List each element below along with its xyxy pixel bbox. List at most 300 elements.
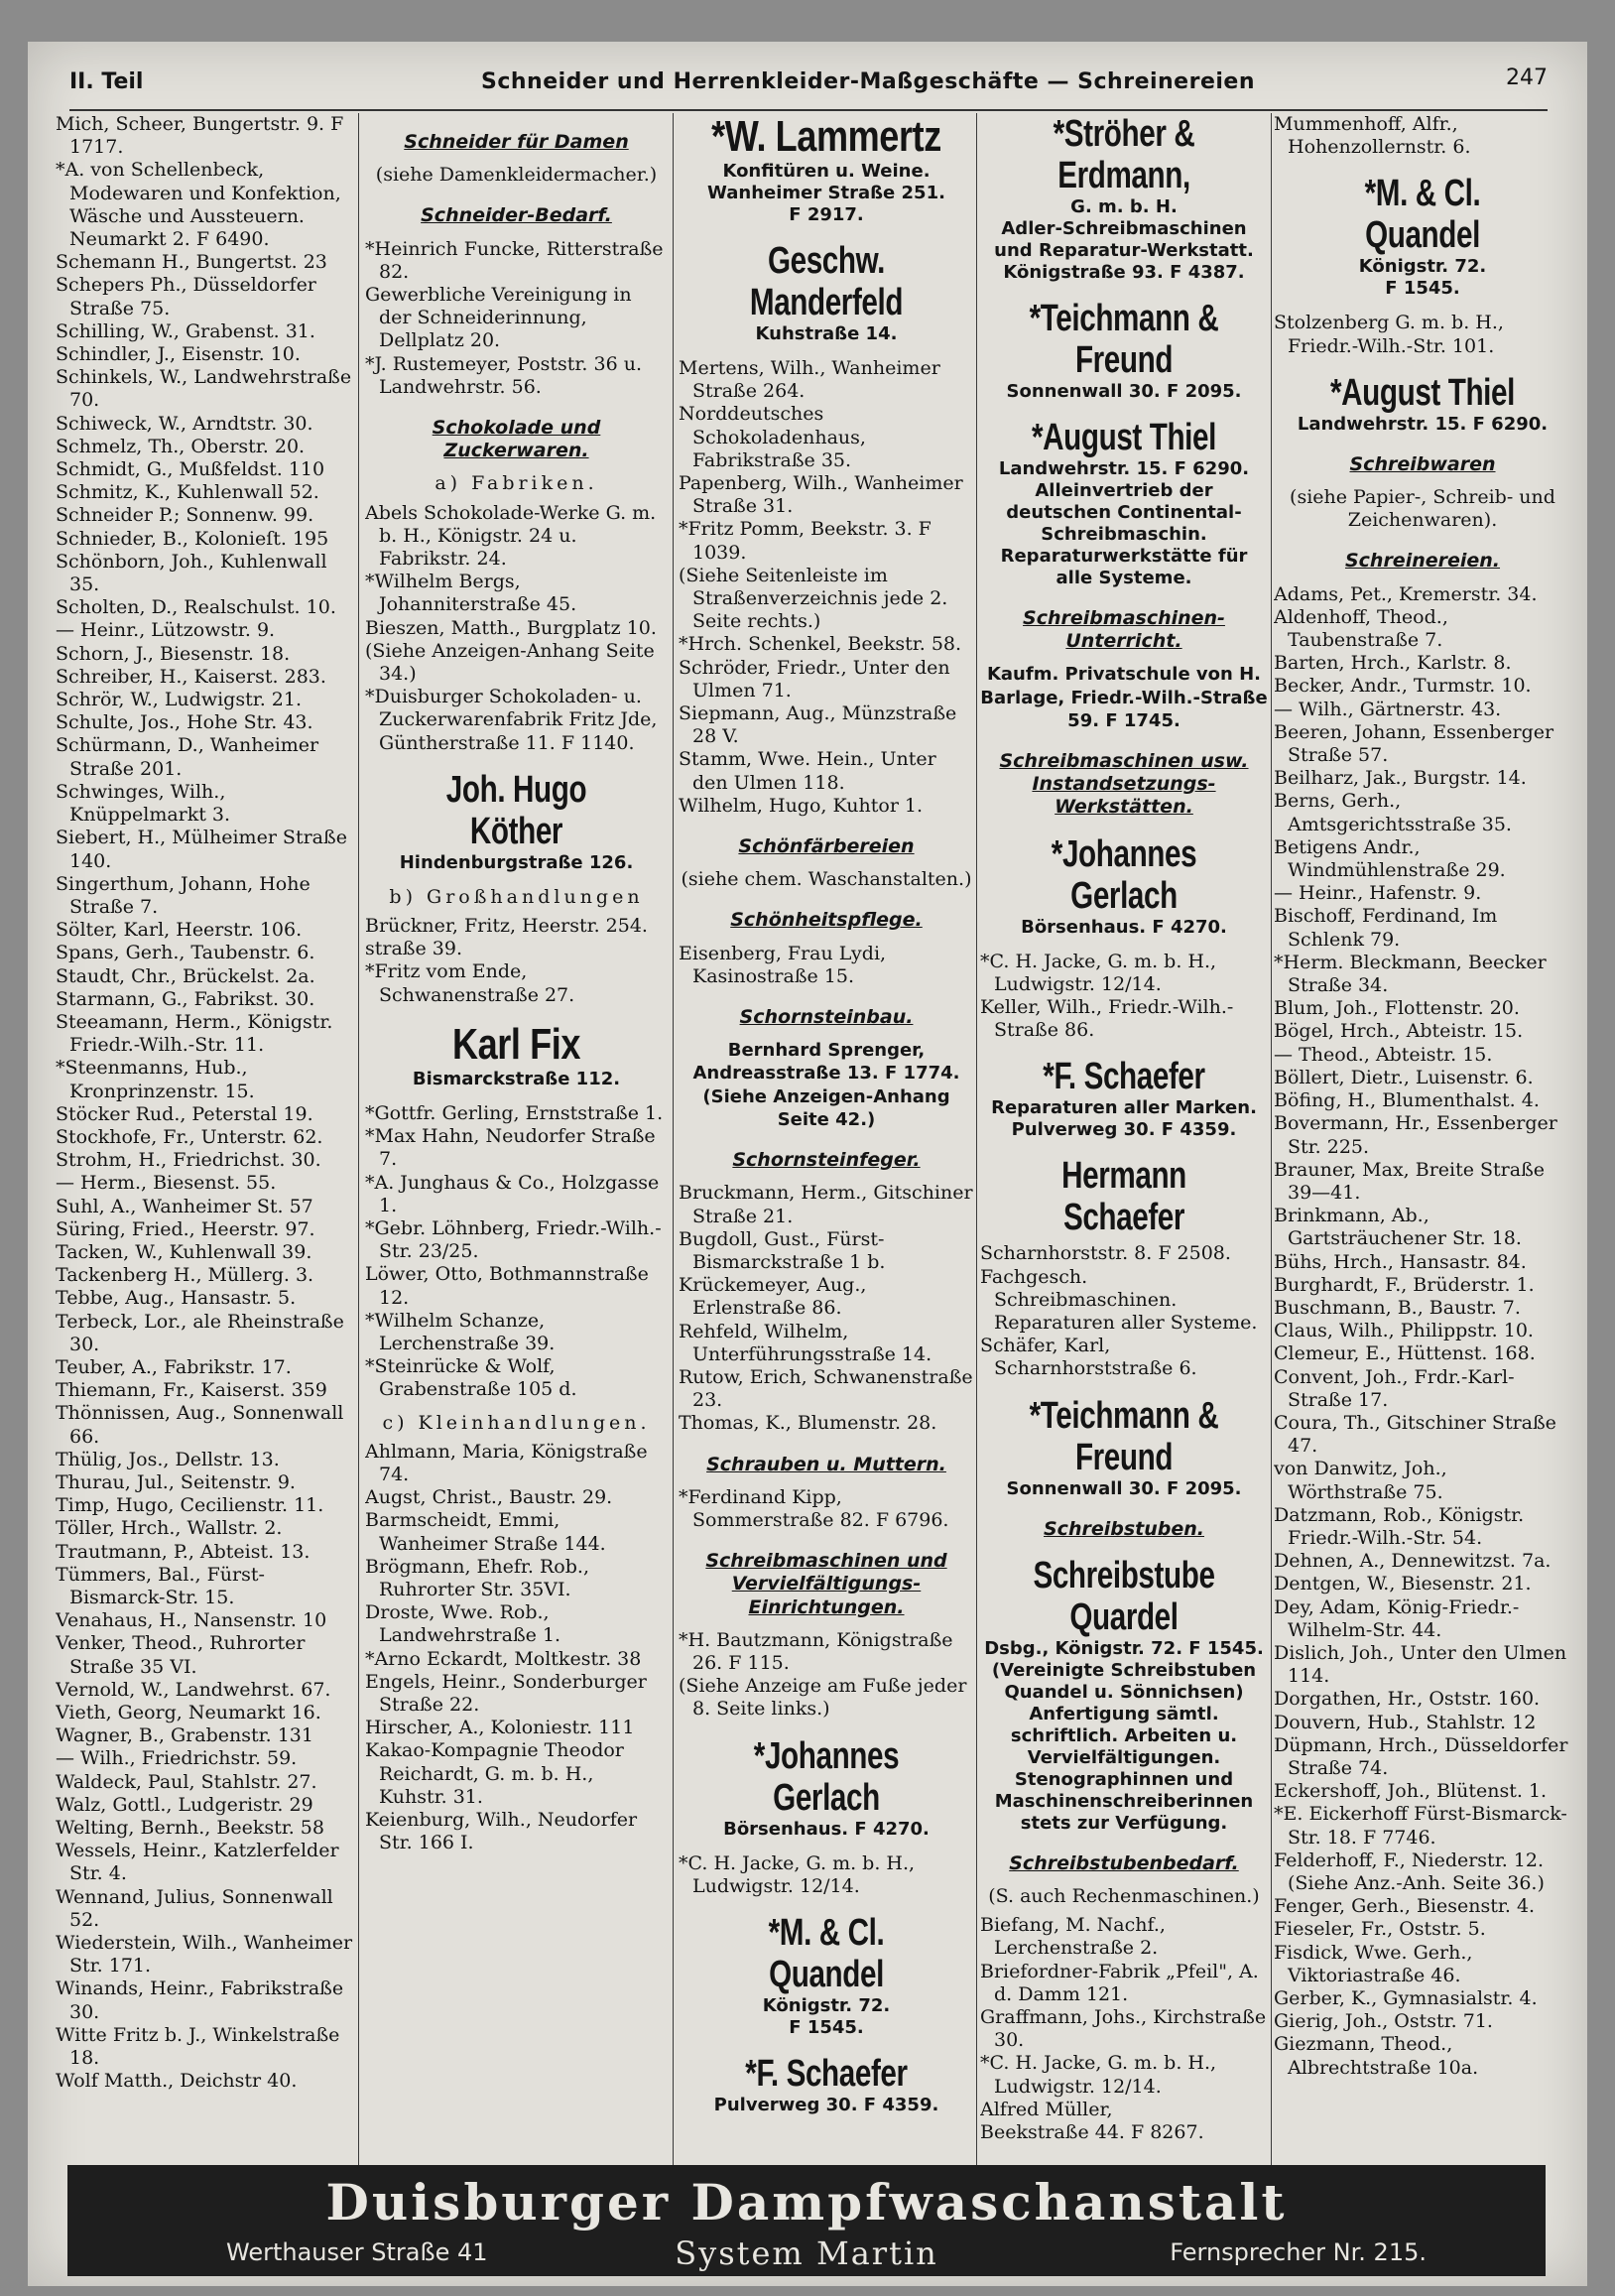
entry-list — [1274, 113, 1571, 159]
directory-entry: Tümmers, Bal., Fürst-Bismarck-Str. 15. — [56, 1563, 265, 1608]
directory-entry: Abels Schokolade-Werke G. m. b. H., Königstr. 24 u. Fabrikstr. 24. — [365, 501, 657, 571]
section-heading: Schneider für Damen — [404, 131, 629, 153]
section-heading: Schneider-Bedarf. — [421, 204, 612, 227]
entry-list — [679, 1486, 974, 1532]
directory-entry: Schiweck, W., Arndtstr. 30. — [56, 412, 313, 435]
entry-list — [365, 1441, 668, 1855]
ad-line: Landwehrstr. 15. F 6290. — [998, 458, 1250, 479]
ad-name: *W. Lammertz — [711, 113, 941, 161]
banner-phone: Fernsprecher Nr. 215. — [1170, 2238, 1427, 2266]
directory-entry: Droste, Wwe. Rob., Landwehrstraße 1. — [365, 1601, 561, 1647]
column-1 — [56, 113, 353, 2167]
advertisement — [679, 1735, 974, 1841]
ad-line: Adler-Schreibmaschinen und Reparatur-Werkstatt. — [994, 218, 1254, 261]
ad-address: Börsenhaus. F 4270. — [723, 1818, 930, 1840]
directory-entry: Convent, Joh., Frdr.-Karl-Straße 17. — [1274, 1365, 1515, 1411]
directory-entry: Starmann, G., Fabrikst. 30. — [56, 987, 315, 1010]
directory-entry: Mertens, Wilh., Wanheimer Straße 264. — [679, 357, 940, 403]
directory-entry: Stöcker Rud., Peterstal 19. — [56, 1102, 313, 1125]
section-heading: Schreibmaschinen und Vervielfältigungs-Einrichtungen. — [705, 1550, 947, 1618]
column-rule — [1271, 113, 1272, 2167]
ad-lines — [1274, 256, 1571, 300]
directory-entry: Schröder, Friedr., Unter den Ulmen 71. — [679, 656, 950, 702]
ad-line: F 2917. — [789, 204, 864, 225]
directory-entry: Brauner, Max, Breite Straße 39—41. — [1274, 1158, 1546, 1204]
directory-entry: Brinkmann, Ab., Gartsträuchener Str. 18. — [1274, 1205, 1522, 1250]
ad-lines — [679, 161, 974, 226]
ad-lines — [980, 1097, 1268, 1141]
advertisement — [679, 2053, 974, 2116]
directory-entry: Schindler, J., Eisenstr. 10. — [56, 343, 301, 366]
directory-entry: Mich, Scheer, Bungertstr. 9. F 1717. — [56, 113, 344, 159]
ad-line: G. m. b. H. — [1070, 196, 1178, 217]
directory-entry: Vernold, W., Landwehrst. 67. — [56, 1678, 331, 1701]
ad-name: *M. & Cl. Quandel — [1364, 173, 1481, 257]
directory-entry: Wiederstein, Wilh., Wanheimer Str. 171. — [56, 1932, 353, 1977]
directory-entry: Alfred Müller, — [980, 2098, 1113, 2120]
directory-entry: *A. von Schellenbeck, Modewaren und Konfektion, Wäsche und Aussteuern. Neumarkt 2. F 6490. — [56, 159, 341, 251]
ad-address: Börsenhaus. F 4270. — [1021, 916, 1227, 938]
ad-line: Andreasstraße 13. F 1774. — [692, 1063, 960, 1084]
directory-entry: Thönnissen, Aug., Sonnenwall 66. — [56, 1402, 344, 1448]
cross-reference: (siehe chem. Waschanstalten.) — [681, 868, 972, 891]
directory-entry: Gerber, K., Gymnasialstr. 4. — [1274, 1987, 1538, 2010]
directory-entry: (Siehe Anzeigen-Anhang Seite 34.) — [365, 639, 655, 686]
directory-entry: Süring, Fried., Heerstr. 97. — [56, 1217, 315, 1240]
directory-entry: Schulte, Jos., Hohe Str. 43. — [56, 711, 313, 734]
section-heading: Schönfärbereien — [738, 835, 915, 858]
directory-entry: Schmidt, G., Mußfeldst. 110 — [56, 458, 325, 481]
column-3 — [679, 113, 974, 2167]
directory-entry: Schreiber, H., Kaiserst. 283. — [56, 665, 326, 688]
directory-entry: Trautmann, P., Abteist. 13. — [56, 1540, 311, 1563]
directory-entry: Thiemann, Fr., Kaiserst. 359 — [56, 1379, 327, 1402]
directory-entry: — Wilh., Friedrichstr. 59. — [56, 1747, 298, 1770]
directory-entry: Eckershoff, Joh., Blütenst. 1. — [1274, 1780, 1548, 1803]
directory-entry: Gewerbliche Vereinigung in der Schneiderinnung, Dellplatz 20. — [365, 284, 632, 352]
cross-reference: (siehe Papier-, Schreib- und Zeichenwaren). — [1290, 486, 1555, 532]
directory-entry: Blum, Joh., Flottenstr. 20. — [1274, 997, 1520, 1020]
directory-entry: Schmitz, K., Kuhlenwall 52. — [56, 481, 319, 504]
directory-entry: Tebbe, Aug., Hansastr. 5. — [56, 1287, 297, 1310]
directory-entry: Witte Fritz b. J., Winkelstraße 18. — [56, 2023, 340, 2070]
directory-entry: *E. Eickerhoff Fürst-Bismarck-Str. 18. F 7746. — [1274, 1803, 1567, 1849]
directory-entry: Bruckmann, Herm., Gitschiner Straße 21. — [679, 1182, 973, 1227]
ad-line: F 1545. — [789, 2016, 864, 2038]
directory-entry: *Fritz Pomm, Beekstr. 3. F 1039. — [679, 518, 932, 564]
directory-entry: Sölter, Karl, Heerstr. 106. — [56, 919, 303, 942]
subsection-heading: c) Kleinhandlungen. — [382, 1411, 651, 1434]
advertisement — [980, 113, 1268, 284]
directory-entry: *H. Bautzmann, Königstraße 26. F 115. — [679, 1628, 953, 1674]
directory-entry: von Danwitz, Joh., Wörthstraße 75. — [1274, 1458, 1447, 1503]
subsection-heading: a) Fabriken. — [435, 472, 598, 495]
directory-entry: Brögmann, Ehefr. Rob., Ruhrorter Str. 35VI. — [365, 1555, 589, 1600]
ad-name: *F. Schaefer — [745, 2052, 908, 2095]
directory-entry: Gierig, Joh., Oststr. 71. — [1274, 2010, 1493, 2033]
directory-entry: Welting, Bernh., Beekstr. 58 — [56, 1817, 324, 1840]
entry-list — [365, 502, 668, 755]
entry-list — [1274, 312, 1571, 357]
ad-lines — [679, 1039, 974, 1131]
directory-entry: Giezmann, Theod., Albrechtstraße 10a. — [1274, 2033, 1479, 2079]
section-heading: Schreibmaschinen-Unterricht. — [1023, 607, 1225, 653]
directory-entry: Mummenhoff, Alfr., Hohenzollernstr. 6. — [1274, 113, 1471, 159]
column-5 — [1274, 113, 1571, 2167]
directory-entry: *Hrch. Schenkel, Beekstr. 58. — [679, 633, 962, 656]
directory-entry: Douvern, Hub., Stahlstr. 12 — [1274, 1711, 1537, 1733]
directory-entry: Wennand, Julius, Sonnenwall 52. — [56, 1885, 333, 1931]
directory-entry: Beilharz, Jak., Burgstr. 14. — [1274, 767, 1527, 790]
directory-entry: straße 39. — [365, 938, 462, 960]
directory-entry: Bugdoll, Gust., Fürst-Bismarckstraße 1 b. — [679, 1227, 886, 1273]
advertisement — [365, 1021, 668, 1090]
advertisement — [980, 1155, 1268, 1238]
directory-entry: Töller, Hrch., Wallstr. 2. — [56, 1517, 283, 1540]
directory-entry: Beeren, Johann, Essenberger Straße 57. — [1274, 720, 1554, 767]
directory-entry: Schilling, W., Grabenst. 31. — [56, 319, 315, 342]
directory-entry: *Heinrich Funcke, Ritterstraße 82. — [365, 237, 664, 283]
ad-line: Wanheimer Straße 251. — [707, 183, 945, 203]
section-heading: Schornsteinbau. — [739, 1006, 914, 1029]
ad-name: *Ströher & Erdmann, — [1053, 113, 1195, 196]
directory-entry: Dorgathen, Hr., Oststr. 160. — [1274, 1688, 1541, 1711]
directory-entry: (Siehe Anzeige am Fuße jeder 8. Seite links.) — [679, 1675, 967, 1721]
directory-entry: *Gebr. Löhnberg, Friedr.-Wilh.-Str. 23/25. — [365, 1216, 662, 1263]
directory-entry: Fieseler, Fr., Oststr. 5. — [1274, 1918, 1486, 1941]
directory-entry: Claus, Wilh., Philippstr. 10. — [1274, 1320, 1534, 1342]
ad-name: *August Thiel — [1032, 417, 1216, 458]
section-heading: Schreibstuben. — [1044, 1517, 1204, 1540]
advertisement — [679, 240, 974, 345]
directory-entry: — Theod., Abteistr. 15. — [1274, 1043, 1493, 1066]
directory-entry: Teuber, A., Fabrikstr. 17. — [56, 1355, 292, 1378]
page-number: 247 — [1506, 65, 1548, 90]
directory-entry: Berns, Gerh., Amtsgerichtsstraße 35. — [1274, 790, 1512, 835]
section-heading: Schreibstubenbedarf. — [1009, 1851, 1239, 1874]
column-rule — [976, 113, 977, 2167]
directory-entry: Stamm, Wwe. Hein., Unter den Ulmen 118. — [679, 748, 936, 794]
directory-entry: Kakao-Kompagnie Theodor Reichardt, G. m. b. H., Kuhstr. 31. — [365, 1739, 624, 1808]
column-rule — [673, 113, 674, 2167]
section-heading: Schrauben u. Muttern. — [706, 1453, 946, 1475]
directory-entry: Bieszen, Matth., Burgplatz 10. — [365, 616, 657, 639]
directory-entry: Dey, Adam, König-Friedr.-Wilhelm-Str. 44. — [1274, 1595, 1520, 1641]
advertisement — [1274, 173, 1571, 300]
directory-entry: Waldeck, Paul, Stahlstr. 27. — [56, 1770, 317, 1793]
advertisement — [980, 417, 1268, 589]
directory-entry: Stolzenberg G. m. b. H., Friedr.-Wilh.-Str. 101. — [1274, 312, 1504, 357]
entry-list — [980, 951, 1268, 1043]
ad-line: Alleinvertrieb der deutschen Continental-Schreibmaschin. Reparaturwerkstätte für alle Systeme. — [1000, 480, 1248, 588]
directory-entry: Thurau, Jul., Seitenstr. 9. — [56, 1470, 296, 1493]
directory-entry: *Max Hahn, Neudorfer Straße 7. — [365, 1125, 656, 1171]
directory-entry: Clemeur, E., Hüttenst. 168. — [1274, 1342, 1536, 1365]
running-title: Schneider und Herrenkleider-Maßgeschäfte — Schreinereien — [480, 69, 1256, 94]
subsection-heading: b) Großhandlungen — [389, 885, 644, 908]
entry-list — [980, 1914, 1268, 2144]
directory-entry: Suhl, A., Wanheimer St. 57 — [56, 1195, 313, 1217]
entry-list — [679, 357, 974, 818]
banner-advertisement — [67, 2165, 1546, 2276]
section-heading: Schreibwaren — [1349, 452, 1496, 475]
ad-address: Sonnenwall 30. F 2095. — [1006, 1477, 1242, 1499]
directory-entry: Bischoff, Ferdinand, Im Schlenk 79. — [1274, 905, 1498, 951]
directory-entry: Wessels, Heinr., Katzlerfelder Str. 4. — [56, 1840, 339, 1885]
directory-entry: Strohm, H., Friedrichst. 30. — [56, 1149, 321, 1172]
directory-entry: *Gottfr. Gerling, Ernststraße 1. — [365, 1101, 664, 1124]
ad-lines — [679, 1995, 974, 2039]
directory-entry: Rehfeld, Wilhelm, Unterführungsstraße 14. — [679, 1320, 932, 1365]
banner-title: Duisburger Dampfwaschanstalt — [325, 2173, 1288, 2232]
directory-entry: Dehnen, A., Dennewitzst. 7a. — [1274, 1550, 1552, 1573]
entry-list — [679, 1852, 974, 1898]
ad-address: Hindenburgstraße 126. — [399, 851, 634, 873]
directory-entry: Barmscheidt, Emmi, Wanheimer Straße 144. — [365, 1509, 606, 1555]
directory-entry: (Siehe Seitenleiste im Straßenverzeichnis jede 2. Seite rechts.) — [679, 564, 948, 633]
directory-entry: *Wilhelm Bergs, Johanniterstraße 45. — [365, 571, 577, 616]
directory-entry: Briefordner-Fabrik „Pfeil", A. d. Damm 121. — [980, 1960, 1259, 2005]
directory-entry: Coura, Th., Gitschiner Straße 47. — [1274, 1411, 1556, 1458]
directory-entry: Eisenberg, Frau Lydi, Kasinostraße 15. — [679, 942, 887, 987]
ad-line: (Siehe Anzeigen-Anhang Seite 42.) — [702, 1085, 950, 1130]
directory-entry: Biefang, M. Nachf., Lerchenstraße 2. — [980, 1914, 1166, 1960]
directory-entry: Becker, Andr., Turmstr. 10. — [1274, 675, 1532, 698]
directory-entry: Barten, Hrch., Karlstr. 8. — [1274, 652, 1512, 675]
directory-entry: Venker, Theod., Ruhrorter Straße 35 VI. — [56, 1632, 306, 1678]
directory-page — [28, 42, 1587, 2286]
directory-entry: *A. Junghaus & Co., Holzgasse 1. — [365, 1171, 660, 1216]
directory-entry: Augst, Christ., Baustr. 29. — [365, 1486, 613, 1509]
advertisement — [980, 1555, 1268, 1835]
directory-entry: Schrör, W., Ludwigstr. 21. — [56, 689, 303, 711]
section-heading: Schreinereien. — [1344, 550, 1501, 573]
advertisement — [980, 298, 1268, 403]
entry-list — [679, 943, 974, 988]
page-header — [69, 62, 1548, 111]
directory-entry: Walz, Gottl., Ludgeristr. 29 — [56, 1793, 313, 1816]
directory-entry: Staudt, Chr., Brückelst. 2a. — [56, 964, 315, 987]
directory-entry: Wolf Matth., Deichstr 40. — [56, 2070, 298, 2093]
ad-name: *M. & Cl. Quandel — [768, 1911, 885, 1995]
directory-entry: Schepers Ph., Düsseldorfer Straße 75. — [56, 274, 316, 319]
directory-entry: *Ferdinand Kipp, Sommerstraße 82. F 6796. — [679, 1485, 949, 1531]
advertisement — [365, 769, 668, 874]
directory-entry: Terbeck, Lor., ale Rheinstraße 30. — [56, 1310, 344, 1355]
directory-entry: *C. H. Jacke, G. m. b. H., Ludwigstr. 12/14. — [980, 2052, 1217, 2098]
directory-entry: Papenberg, Wilh., Wanheimer Straße 31. — [679, 472, 963, 518]
directory-entry: Schemann H., Bungertst. 23 — [56, 251, 327, 274]
entry-list — [365, 915, 668, 1007]
ad-line: Königstr. 72. — [1358, 256, 1487, 278]
ad-name: *Teichmann & Freund — [1029, 1394, 1219, 1478]
cross-reference: (siehe Damenkleidermacher.) — [375, 164, 658, 187]
directory-entry: Schmelz, Th., Oberstr. 20. — [56, 435, 306, 457]
ad-line: Bernhard Sprenger, — [727, 1040, 926, 1062]
ad-lines — [980, 1638, 1268, 1835]
ad-line: Königstr. 72. — [762, 1994, 891, 2016]
ad-address: Bismarckstraße 112. — [412, 1068, 621, 1089]
directory-entry: Steeamann, Herm., Königstr. Friedr.-Wilh.-Str. 11. — [56, 1010, 333, 1057]
directory-entry: Adams, Pet., Kremerstr. 34. — [1274, 582, 1538, 605]
directory-entry: Schorn, J., Biesenstr. 18. — [56, 642, 291, 665]
directory-entry: Brückner, Fritz, Heerstr. 254. — [365, 915, 648, 938]
advertisement — [980, 833, 1268, 939]
entry-list — [980, 1242, 1268, 1380]
ad-name: Geschw. Manderfeld — [749, 240, 904, 323]
directory-entry: Buschmann, B., Baustr. 7. — [1274, 1296, 1521, 1319]
directory-entry: *Fritz vom Ende, Schwanenstraße 27. — [365, 960, 575, 1006]
directory-entry: Bögel, Hrch., Abteistr. 15. — [1274, 1020, 1524, 1043]
directory-entry: Timp, Hugo, Cecilienstr. 11. — [56, 1494, 324, 1517]
directory-entry: Engels, Heinr., Sonderburger Straße 22. — [365, 1670, 647, 1716]
ad-address: Kuhstraße 14. — [755, 323, 898, 344]
directory-entry: Scholten, D., Realschulst. 10. — [56, 596, 336, 619]
entry-list — [56, 113, 353, 2093]
column-4 — [980, 113, 1268, 2167]
directory-entry: Schnieder, B., Kolonieſt. 195 — [56, 527, 329, 550]
directory-entry: Tackenberg H., Müllerg. 3. — [56, 1264, 314, 1287]
directory-entry: Burghardt, F., Brüderstr. 1. — [1274, 1273, 1535, 1296]
directory-entry: — Herm., Biesenst. 55. — [56, 1172, 277, 1195]
ad-address: Pulverweg 30. F 4359. — [713, 2094, 939, 2115]
directory-entry: *Arno Eckardt, Moltkestr. 38 — [365, 1647, 642, 1670]
directory-entry: Thülig, Jos., Dellstr. 13. — [56, 1448, 280, 1470]
directory-entry: Datzmann, Rob., Königstr. Friedr.-Wilh.-Str. 54. — [1274, 1503, 1525, 1549]
directory-entry: Schneider P.; Sonnenw. 99. — [56, 504, 314, 527]
ad-lines — [980, 196, 1268, 284]
directory-entry: Fisdick, Wwe. Gerh., Viktoriastraße 46. — [1274, 1941, 1473, 1986]
ad-line: F 1545. — [1385, 278, 1460, 300]
ad-name: Karl Fix — [451, 1019, 581, 1069]
banner-address: Werthauser Straße 41 — [226, 2238, 488, 2266]
directory-entry: Schäfer, Karl, Scharnhorststraße 6. — [980, 1335, 1197, 1380]
directory-entry: Norddeutsches Schokoladenhaus, Fabrikstraße 35. — [679, 403, 866, 471]
entry-list — [679, 1182, 974, 1435]
advertisement — [679, 1912, 974, 2039]
directory-entry: Winands, Heinr., Fabrikstraße 30. — [56, 1977, 344, 2023]
directory-entry: Dislich, Joh., Unter den Ulmen 114. — [1274, 1641, 1567, 1688]
ad-address: Sonnenwall 30. F 2095. — [1006, 381, 1242, 402]
directory-entry: Siebert, H., Mülheimer Straße 140. — [56, 827, 347, 872]
directory-entry: Fachgesch. Schreibmaschinen. Reparaturen aller Systeme. — [980, 1265, 1258, 1335]
ad-lines — [980, 663, 1268, 732]
section-label: II. Teil — [69, 69, 144, 94]
directory-entry: Schönborn, Joh., Kuhlenwall 35. — [56, 550, 327, 596]
directory-entry: *Duisburger Schokoladen- u. Zuckerwarenfabrik Fritz Jde, Güntherstraße 11. F 1140. — [365, 686, 658, 754]
ad-line: Konfitüren u. Weine. — [722, 161, 931, 182]
directory-entry: — Wilh., Gärtnerstr. 43. — [1274, 698, 1502, 720]
directory-entry: Ahlmann, Maria, Königstraße 74. — [365, 1440, 648, 1485]
ad-line: Königstraße 93. F 4387. — [1003, 262, 1245, 283]
directory-entry: *J. Rustemeyer, Poststr. 36 u. Landwehrstr. 56. — [365, 352, 642, 398]
ad-line: (Vereinigte Schreibstuben Quandel u. Sönnichsen) Anfertigung sämtl. schriftlich. Arbeiten u. Vervielfältigungen. Stenographinnen und Maschinenschreiberinnen stets zur Verfügung. — [991, 1659, 1257, 1834]
directory-entry: Spans, Gerh., Taubenstr. 6. — [56, 942, 315, 964]
directory-entry: Wilhelm, Hugo, Kuhtor 1. — [679, 794, 924, 817]
directory-entry: Tacken, W., Kuhlenwall 39. — [56, 1240, 312, 1263]
directory-entry: *Wilhelm Schanze, Lerchenstraße 39. — [365, 1309, 556, 1354]
directory-entry: Betigens Andr., Windmühlenstraße 29. — [1274, 835, 1506, 882]
directory-entry: Siepmann, Aug., Münzstraße 28 V. — [679, 702, 957, 748]
directory-entry: Krückemeyer, Aug., Erlenstraße 86. — [679, 1274, 867, 1320]
entry-list — [1274, 583, 1571, 2080]
ad-name: *Teichmann & Freund — [1029, 298, 1219, 381]
ad-line: Dsbg., Königstr. 72. F 1545. — [984, 1637, 1264, 1659]
ad-name: *Johannes Gerlach — [753, 1734, 900, 1819]
directory-entry: Bovermann, Hr., Essenberger Str. 225. — [1274, 1112, 1557, 1158]
ad-name: *Johannes Gerlach — [1051, 832, 1197, 917]
advertisement — [980, 1395, 1268, 1500]
entry-list — [365, 238, 668, 399]
directory-entry: Rutow, Erich, Schwanenstraße 23. — [679, 1365, 973, 1412]
ad-lines — [980, 458, 1268, 589]
ad-address: Landwehrstr. 15. F 6290. — [1297, 413, 1549, 435]
directory-entry: Singerthum, Johann, Hohe Straße 7. — [56, 872, 311, 918]
directory-entry: Aldenhoff, Theod., Taubenstraße 7. — [1274, 605, 1448, 652]
directory-entry: Dentgen, W., Biesenstr. 21. — [1274, 1573, 1532, 1595]
directory-entry: Düpmann, Hrch., Düsseldorfer Straße 74. — [1274, 1733, 1568, 1779]
advertisement — [679, 113, 974, 226]
column-rule — [358, 113, 359, 2167]
directory-entry: Graffmann, Johs., Kirchstraße 30. — [980, 2006, 1267, 2052]
directory-entry: Löwer, Otto, Bothmannstraße 12. — [365, 1263, 649, 1309]
directory-entry: Vieth, Georg, Neumarkt 16. — [56, 1702, 321, 1724]
directory-entry: *Herm. Bleckmann, Beecker Straße 34. — [1274, 951, 1547, 997]
directory-entry: Felderhoff, F., Niederstr. 12. (Siehe Anz.-Anh. Seite 36.) — [1274, 1849, 1545, 1894]
directory-entry: Hirscher, A., Koloniestr. 111 — [365, 1717, 635, 1739]
directory-entry: *Steenmanns, Hub., Kronprinzenstr. 15. — [56, 1057, 255, 1102]
section-heading: Schornsteinfeger. — [732, 1149, 921, 1172]
column-2 — [365, 113, 668, 2167]
directory-entry: Böfing, H., Blumenthalst. 4. — [1274, 1089, 1540, 1112]
section-heading: Schreibmaschinen usw. Instandsetzungs-Werkstätten. — [999, 750, 1249, 819]
directory-entry: Beekstraße 44. F 8267. — [980, 2121, 1204, 2144]
directory-entry: Keienburg, Wilh., Neudorfer Str. 166 I. — [365, 1808, 638, 1854]
ad-line: Kaufm. Privatschule von H. Barlage, Friedr.-Wilh.-Straße 59. F 1745. — [980, 664, 1268, 731]
directory-entry: Schwinges, Wilh., Knüppelmarkt 3. — [56, 780, 231, 827]
cross-reference: (S. auch Rechenmaschinen.) — [988, 1885, 1260, 1908]
directory-entry: Bühs, Hrch., Hansastr. 84. — [1274, 1250, 1527, 1273]
ad-name: Hermann Schaefer — [1061, 1155, 1186, 1239]
directory-entry: Scharnhorststr. 8. F 2508. — [980, 1242, 1231, 1265]
directory-entry: Wagner, B., Grabenstr. 131 — [56, 1724, 313, 1747]
directory-entry: Keller, Wilh., Friedr.-Wilh.-Straße 86. — [980, 996, 1234, 1042]
ad-line: Pulverweg 30. F 4359. — [1011, 1119, 1237, 1141]
directory-entry: Schürmann, D., Wanheimer Straße 201. — [56, 734, 319, 780]
directory-entry: *C. H. Jacke, G. m. b. H., Ludwigstr. 12/14. — [980, 950, 1217, 995]
section-heading: Schönheitspflege. — [730, 909, 923, 932]
ad-name: *F. Schaefer — [1043, 1056, 1205, 1098]
ad-name: *August Thiel — [1330, 371, 1515, 414]
directory-entry: Fenger, Gerh., Biesenstr. 4. — [1274, 1895, 1536, 1918]
banner-system: System Martin — [675, 2234, 938, 2272]
directory-entry: Venahaus, H., Nansenstr. 10 — [56, 1609, 327, 1632]
directory-entry: Thomas, K., Blumenstr. 28. — [679, 1412, 937, 1435]
entry-list — [679, 1629, 974, 1722]
entry-list — [365, 1102, 668, 1402]
directory-entry: Stockhofe, Fr., Unterstr. 62. — [56, 1125, 323, 1148]
directory-entry: Böllert, Dietr., Luisenstr. 6. — [1274, 1066, 1534, 1088]
directory-entry: — Heinr., Hafenstr. 9. — [1274, 882, 1482, 905]
advertisement — [980, 1056, 1268, 1141]
ad-name: Schreibstube Quardel — [1033, 1554, 1215, 1638]
section-heading: Schokolade und Zuckerwaren. — [432, 417, 601, 462]
ad-name: Joh. Hugo Köther — [445, 768, 587, 852]
advertisement — [1274, 372, 1571, 436]
ad-line: Reparaturen aller Marken. — [991, 1097, 1257, 1119]
directory-entry: *C. H. Jacke, G. m. b. H., Ludwigstr. 12/14. — [679, 1851, 916, 1897]
directory-entry: *Steinrücke & Wolf, Grabenstraße 105 d. — [365, 1355, 577, 1401]
